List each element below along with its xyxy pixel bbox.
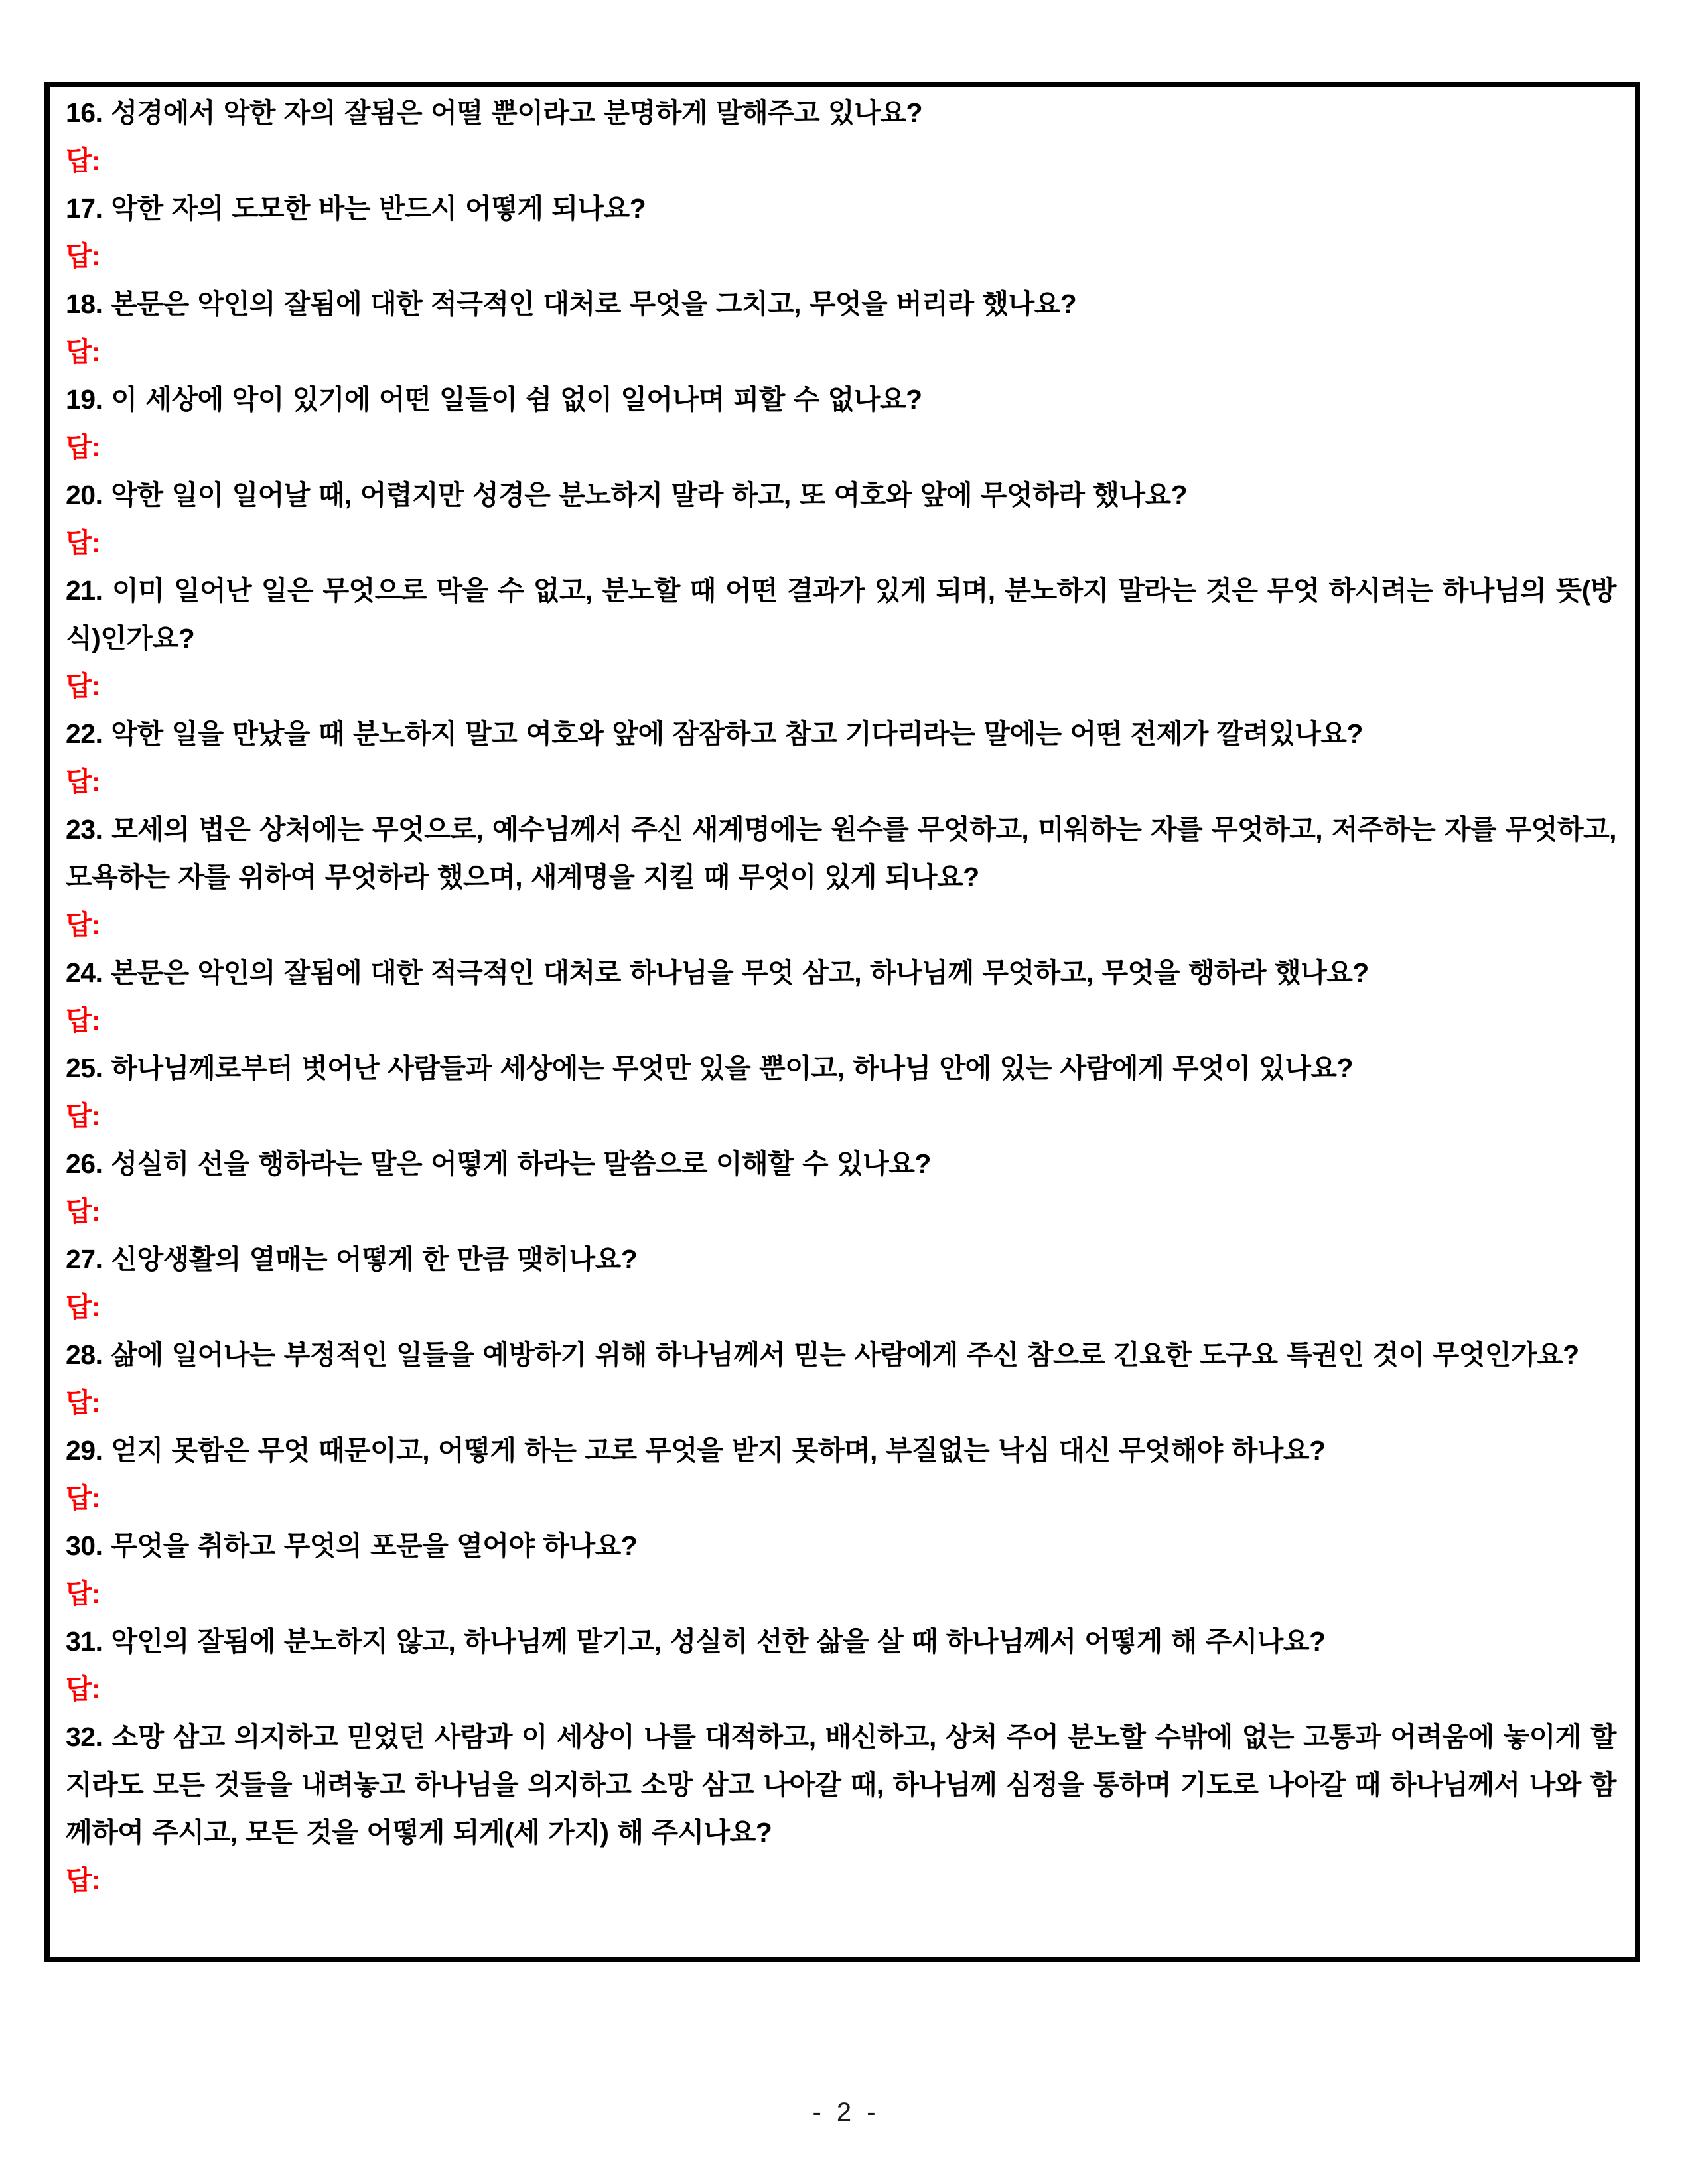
- question-text: 18. 본문은 악인의 잘됨에 대한 적극적인 대처로 무엇을 그치고, 무엇을 버리라 했나요?: [66, 289, 1077, 319]
- question-text: 23. 모세의 법은 상처에는 무엇으로, 예수님께서 주신 새계명에는 원수를 무엇하고, 미워하는 자를 무엇하고, 저주하는 자를 무엇하고, 모욕하는 자를 위하여 무엇하라 했으며, 새계명을 지킬 때 무엇이 있게 되나요?: [66, 814, 1616, 892]
- answer-label: 답:: [66, 241, 101, 271]
- answer-label: 답:: [66, 1292, 101, 1322]
- answer-label: 답:: [66, 1578, 101, 1609]
- answer-label: 답:: [66, 1387, 101, 1418]
- question-text: 31. 악인의 잘됨에 분노하지 않고, 하나님께 맡기고, 성실히 선한 삶을 살 때 하나님께서 어떻게 해 주시나요?: [66, 1626, 1326, 1657]
- question-text: 24. 본문은 악인의 잘됨에 대한 적극적인 대처로 하나님을 무엇 삼고, 하나님께 무엇하고, 무엇을 행하라 했나요?: [66, 957, 1369, 988]
- answer-label: 답:: [66, 336, 101, 367]
- question-text: 30. 무엇을 취하고 무엇의 포문을 열어야 하나요?: [66, 1531, 638, 1561]
- answer-label: 답:: [66, 527, 101, 558]
- answer-label: 답:: [66, 766, 101, 797]
- question-text: 17. 악한 자의 도모한 바는 반드시 어떻게 되나요?: [66, 193, 646, 224]
- question-text: 28. 삶에 일어나는 부정적인 일들을 예방하기 위해 하나님께서 믿는 사람에게 주신 참으로 긴요한 도구요 특권인 것이 무엇인가요?: [66, 1339, 1579, 1370]
- question-text: 22. 악한 일을 만났을 때 분노하지 말고 여호와 앞에 잠잠하고 참고 기다리라는 말에는 어떤 전제가 깔려있나요?: [66, 718, 1363, 749]
- question-text: 27. 신앙생활의 열매는 어떻게 한 만큼 맺히나요?: [66, 1244, 638, 1274]
- question-text: 20. 악한 일이 일어날 때, 어렵지만 성경은 분노하지 말라 하고, 또 여호와 앞에 무엇하라 했나요?: [66, 480, 1188, 510]
- question-text: 21. 이미 일어난 일은 무엇으로 막을 수 없고, 분노할 때 어떤 결과가 있게 되며, 분노하지 말라는 것은 무엇 하시려는 하나님의 뜻(방식)인가요?: [66, 575, 1616, 653]
- question-text: 29. 얻지 못함은 무엇 때문이고, 어떻게 하는 고로 무엇을 받지 못하며, 부질없는 낙심 대신 무엇해야 하나요?: [66, 1435, 1326, 1466]
- answer-label: 답:: [66, 145, 101, 176]
- answer-label: 답:: [66, 1674, 101, 1704]
- question-text: 26. 성실히 선을 행하라는 말은 어떻게 하라는 말씀으로 이해할 수 있나요?: [66, 1148, 931, 1179]
- question-text: 25. 하나님께로부터 벗어난 사람들과 세상에는 무엇만 있을 뿐이고, 하나님 안에 있는 사람에게 무엇이 있나요?: [66, 1053, 1354, 1083]
- answer-label: 답:: [66, 1196, 101, 1227]
- answer-label: 답:: [66, 671, 101, 701]
- page-number: - 2 -: [812, 2098, 880, 2127]
- question-text: 32. 소망 삼고 의지하고 믿었던 사람과 이 세상이 나를 대적하고, 배신하고, 상처 주어 분노할 수밖에 없는 고통과 어려움에 놓이게 할지라도 모든 것들을 내려놓고 하나님을 의지하고 소망 삼고 나아갈 때, 하나님께 심정을 통하며 기도로 나아갈 때 하나님께서 나와 함께하여 주시고, 모든 것을 어떻게 되게(세 가지) 해 주시나요?: [66, 1722, 1616, 1848]
- question-text: 19. 이 세상에 악이 있기에 어떤 일들이 쉼 없이 일어나며 피할 수 없나요?: [66, 384, 922, 415]
- answer-label: 답:: [66, 1865, 101, 1895]
- question-box: [44, 82, 1640, 1962]
- answer-label: 답:: [66, 910, 101, 940]
- answer-label: 답:: [66, 1483, 101, 1513]
- answer-label: 답:: [66, 1101, 101, 1131]
- answer-label: 답:: [66, 1005, 101, 1036]
- answer-label: 답:: [66, 432, 101, 462]
- question-text: 16. 성경에서 악한 자의 잘됨은 어떨 뿐이라고 분명하게 말해주고 있나요?: [66, 98, 923, 128]
